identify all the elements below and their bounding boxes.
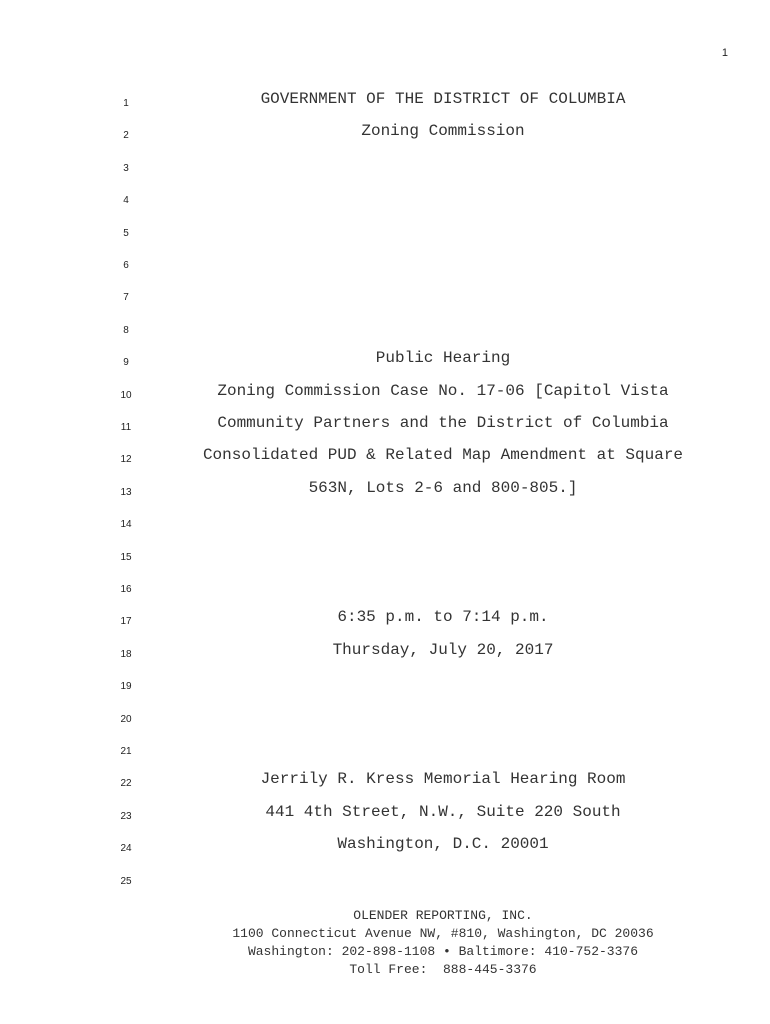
transcript-line [0, 186, 770, 218]
transcript-line [0, 381, 770, 413]
line-number: 9 [123, 357, 129, 369]
transcript-line [0, 510, 770, 542]
transcript-line [0, 478, 770, 510]
line-number: 24 [120, 843, 132, 855]
line-text: Consolidated PUD & Related Map Amendment at Square [202, 446, 684, 465]
transcript-line [0, 89, 770, 121]
line-number: 13 [120, 486, 132, 498]
transcript-line [0, 283, 770, 315]
transcript-line [0, 672, 770, 704]
transcript-line [0, 607, 770, 639]
line-number: 6 [123, 260, 129, 271]
line-number: 11 [120, 422, 132, 433]
page-number: 1 [721, 47, 728, 59]
transcript-line [0, 219, 770, 251]
reporter-footer [160, 907, 726, 979]
line-number: 3 [123, 162, 129, 174]
transcript-line [0, 251, 770, 283]
transcript-line [0, 316, 770, 348]
line-text: 563N, Lots 2-6 and 800-805.] [308, 478, 578, 497]
line-number: 10 [120, 389, 132, 401]
line-text: 441 4th Street, N.W., Suite 220 South [265, 802, 621, 821]
line-number: 20 [120, 713, 132, 725]
line-text: Washington, D.C. 20001 [337, 835, 549, 854]
transcript-line [0, 640, 770, 672]
line-number: 2 [123, 130, 129, 142]
line-number: 16 [120, 584, 132, 595]
line-text: Community Partners and the District of Columbia [217, 414, 669, 432]
line-text: 6:35 p.m. to 7:14 p.m. [337, 608, 549, 627]
line-number: 23 [120, 810, 132, 822]
line-number: 1 [123, 98, 129, 109]
transcript-line [0, 834, 770, 866]
transcript-line [0, 348, 770, 380]
transcript-line [0, 121, 770, 153]
transcript-line [0, 802, 770, 834]
line-number: 19 [120, 681, 132, 693]
footer-address: 1100 Connecticut Avenue NW, #810, Washington, DC 20036 [232, 926, 654, 941]
transcript-line [0, 413, 770, 445]
line-number: 22 [120, 778, 132, 790]
line-text: Public Hearing [375, 349, 511, 368]
line-number: 5 [123, 227, 129, 239]
transcript-line [0, 867, 770, 899]
line-number: 21 [120, 746, 132, 757]
footer-company: OLENDER REPORTING, INC. [353, 908, 533, 923]
line-number: 7 [123, 292, 129, 304]
line-text: Jerrily R. Kress Memorial Hearing Room [260, 770, 626, 789]
line-text: Thursday, July 20, 2017 [332, 640, 554, 659]
transcript-line [0, 575, 770, 607]
line-number: 14 [120, 519, 132, 531]
transcript-line [0, 737, 770, 769]
transcript-line [0, 154, 770, 186]
transcript-line [0, 543, 770, 575]
line-number: 17 [120, 616, 132, 628]
transcript-line [0, 705, 770, 737]
line-number: 4 [123, 195, 129, 207]
line-text: Zoning Commission Case No. 17-06 [Capitol Vista [217, 381, 669, 400]
line-text: Zoning Commission [361, 122, 525, 141]
line-number: 12 [120, 454, 132, 466]
footer-toll-free: Toll Free: 888-445-3376 [349, 962, 537, 977]
transcript-line [0, 445, 770, 477]
line-number: 8 [123, 324, 129, 336]
footer-phones: Washington: 202-898-1108 • Baltimore: 410-752-3376 [247, 944, 639, 959]
transcript-line [0, 769, 770, 801]
line-number: 18 [120, 648, 132, 660]
line-number: 25 [120, 875, 132, 887]
line-number: 15 [120, 551, 132, 563]
line-text: GOVERNMENT OF THE DISTRICT OF COLUMBIA [260, 90, 626, 108]
